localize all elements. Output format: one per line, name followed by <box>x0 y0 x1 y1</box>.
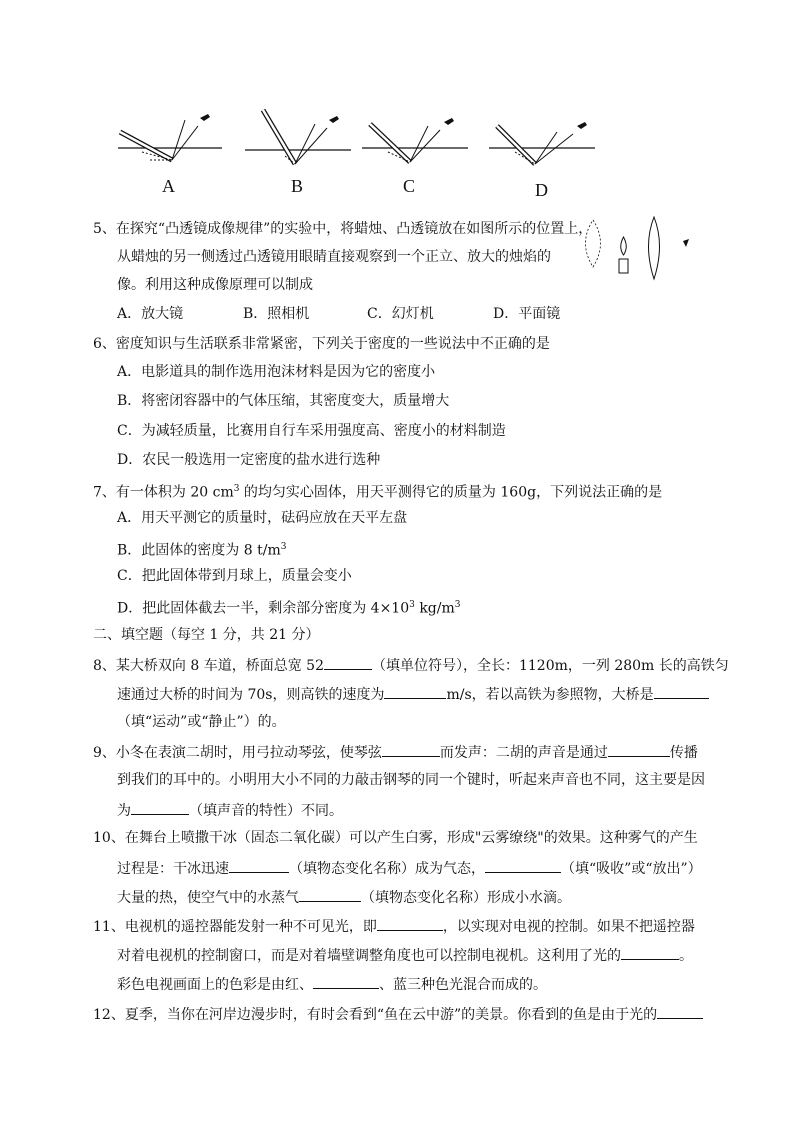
q5-line1: 5、在探究“凸透镜成像规律”的实验中，将蜡烛、凸透镜放在如图所示的位置上， <box>93 221 593 237</box>
q7-stem <box>93 479 662 503</box>
q10-text2: 过程是：干冰迅速 <box>117 861 229 877</box>
q7-option-d-sup1: 3 <box>409 600 415 610</box>
q12-line1 <box>93 1003 703 1025</box>
q6-option-a[interactable]: A．电影道具的制作选用泡沫材料是因为它的密度小 <box>117 364 436 380</box>
figure-c-diagram <box>358 100 478 180</box>
q10-blank2[interactable] <box>485 857 561 873</box>
q8-text1: 8、某大桥双向 8 车道，桥面总宽 52 <box>93 658 324 674</box>
q8-text3: 速通过大桥的时间为 70s，则高铁的速度为 <box>117 687 385 703</box>
q9-line2: 到我们的耳中的。小明用大小不同的力敲击钢琴的同一个键时，听起来声音也不同，这主要是因 <box>117 772 705 788</box>
q10-line2 <box>117 857 702 879</box>
q9-blank1[interactable] <box>382 741 440 757</box>
q10-text4: （填“吸收”或“放出”） <box>561 861 702 877</box>
figure-b-diagram <box>235 100 355 180</box>
q9-line1 <box>93 741 698 763</box>
q5-line2: 从蜡烛的另一侧透过凸透镜用眼睛直接观察到一个正立、放大的烛焰的 <box>117 249 551 265</box>
q5-line3: 像。利用这种成像原理可以制成 <box>117 277 313 293</box>
q5-option-b[interactable]: B．照相机 <box>243 306 310 322</box>
q7-stem-part2: 的均匀实心固体，用天平测得它的质量为 160g，下列说法正确的是 <box>239 484 663 501</box>
q10-text5: 大量的热，使空气中的水蒸气 <box>117 890 299 906</box>
q10-line1: 10、在舞台上喷撒干冰（固态二氧化碳）可以产生白雾，形成"云雾缭绕"的效果。这种雾气的产生 <box>93 830 698 846</box>
figure-label-a: A <box>162 176 175 196</box>
lens-candle-figure <box>583 215 703 285</box>
q11-blank3[interactable] <box>313 973 379 989</box>
q11-text3: 对着电视机的控制窗口，而是对着墙壁调整角度也可以控制电视机。这利用了光的 <box>117 948 621 964</box>
q8-text4: m/s，若以高铁为参照物，大桥是 <box>446 687 654 703</box>
q8-line3: （填“运动”或“静止”）的。 <box>117 714 286 730</box>
q11-line3 <box>117 973 547 995</box>
q7-stem-sup: 3 <box>233 484 240 494</box>
q11-text6: 、蓝三种色光混合而成的。 <box>379 977 547 993</box>
q5-option-a[interactable]: A．放大镜 <box>117 306 184 322</box>
q8-blank2[interactable] <box>384 683 446 699</box>
figure-label-d: D <box>535 180 548 200</box>
q10-text3: （填物态变化名称）成为气态， <box>289 861 485 877</box>
q8-blank1[interactable] <box>324 654 372 670</box>
q11-line1 <box>93 915 695 937</box>
q7-option-b-sup: 3 <box>280 542 287 552</box>
q7-option-c[interactable]: C．把此固体带到月球上，质量会变小 <box>117 568 352 584</box>
figure-label-c: C <box>403 176 416 196</box>
q11-text1: 11、电视机的遥控器能发射一种不可见光，即 <box>93 919 377 935</box>
q9-blank3[interactable] <box>131 799 189 815</box>
q7-option-d-text1: D．把此固体截去一半，剩余部分密度为 4×10 <box>117 600 410 617</box>
q6-stem: 6、密度知识与生活联系非常紧密，下列关于密度的一些说法中不正确的是 <box>93 336 550 352</box>
q7-stem-part1: 7、有一体积为 20 cm <box>93 484 234 501</box>
q6-option-b[interactable]: B．将密闭容器中的气体压缩，其密度变大，质量增大 <box>117 393 450 409</box>
q6-option-c[interactable]: C．为减轻质量，比赛用自行车采用强度高、密度小的材料制造 <box>117 423 506 439</box>
q8-blank3[interactable] <box>654 683 709 699</box>
figure-d-diagram <box>485 100 610 185</box>
q11-blank1[interactable] <box>377 915 443 931</box>
q7-option-b[interactable] <box>117 537 286 561</box>
reflection-figures <box>110 100 610 210</box>
q11-blank2[interactable] <box>621 944 679 960</box>
q8-line2 <box>117 683 709 705</box>
q9-text1: 9、小冬在表演二胡时，用弓拉动琴弦，使琴弦 <box>93 745 382 761</box>
q10-line3 <box>117 886 571 908</box>
q10-text6: （填物态变化名称）形成小水滴。 <box>361 890 571 906</box>
q12-blank1[interactable] <box>657 1003 703 1019</box>
q6-option-d[interactable]: D．农民一般选用一定密度的盐水进行选种 <box>117 452 381 468</box>
section-2-heading: 二、填空题（每空 1 分，共 21 分） <box>93 627 320 643</box>
q11-text4: 。 <box>679 948 693 964</box>
q11-text5: 彩色电视画面上的色彩是由红、 <box>117 977 313 993</box>
q10-blank1[interactable] <box>229 857 289 873</box>
q5-option-c[interactable]: C．幻灯机 <box>367 306 434 322</box>
q10-blank3[interactable] <box>299 886 361 902</box>
figure-label-b: B <box>291 176 304 196</box>
q9-text6: （填声音的特性）不同。 <box>189 803 343 819</box>
q7-option-b-text: B．此固体的密度为 8 t/m <box>117 542 281 559</box>
q9-text3: 传播 <box>669 745 698 761</box>
q7-option-d[interactable] <box>117 595 461 619</box>
q8-text2: （填单位符号），全长：1120m，一列 280m 长的高铁匀 <box>371 658 729 674</box>
figure-a-diagram <box>110 100 225 180</box>
q7-option-a[interactable]: A．用天平测它的质量时，砝码应放在天平左盘 <box>117 510 408 526</box>
q9-text5: 为 <box>117 803 131 819</box>
q11-line2 <box>117 944 693 966</box>
q9-line3 <box>117 799 343 821</box>
q7-option-d-sup2: 3 <box>454 600 461 610</box>
q9-text2: 而发声：二胡的声音是通过 <box>439 745 608 761</box>
q9-blank2[interactable] <box>608 741 670 757</box>
q7-option-d-text2: kg/m <box>414 600 455 617</box>
q5-options <box>117 304 560 324</box>
q8-line1 <box>93 654 729 676</box>
q11-text2: ，以实现对电视的控制。如果不把遥控器 <box>442 919 695 935</box>
q12-text1: 12、夏季，当你在河岸边漫步时，有时会看到“鱼在云中游”的美景。你看到的鱼是由于光的 <box>93 1007 658 1023</box>
q5-option-d[interactable]: D．平面镜 <box>493 306 561 322</box>
